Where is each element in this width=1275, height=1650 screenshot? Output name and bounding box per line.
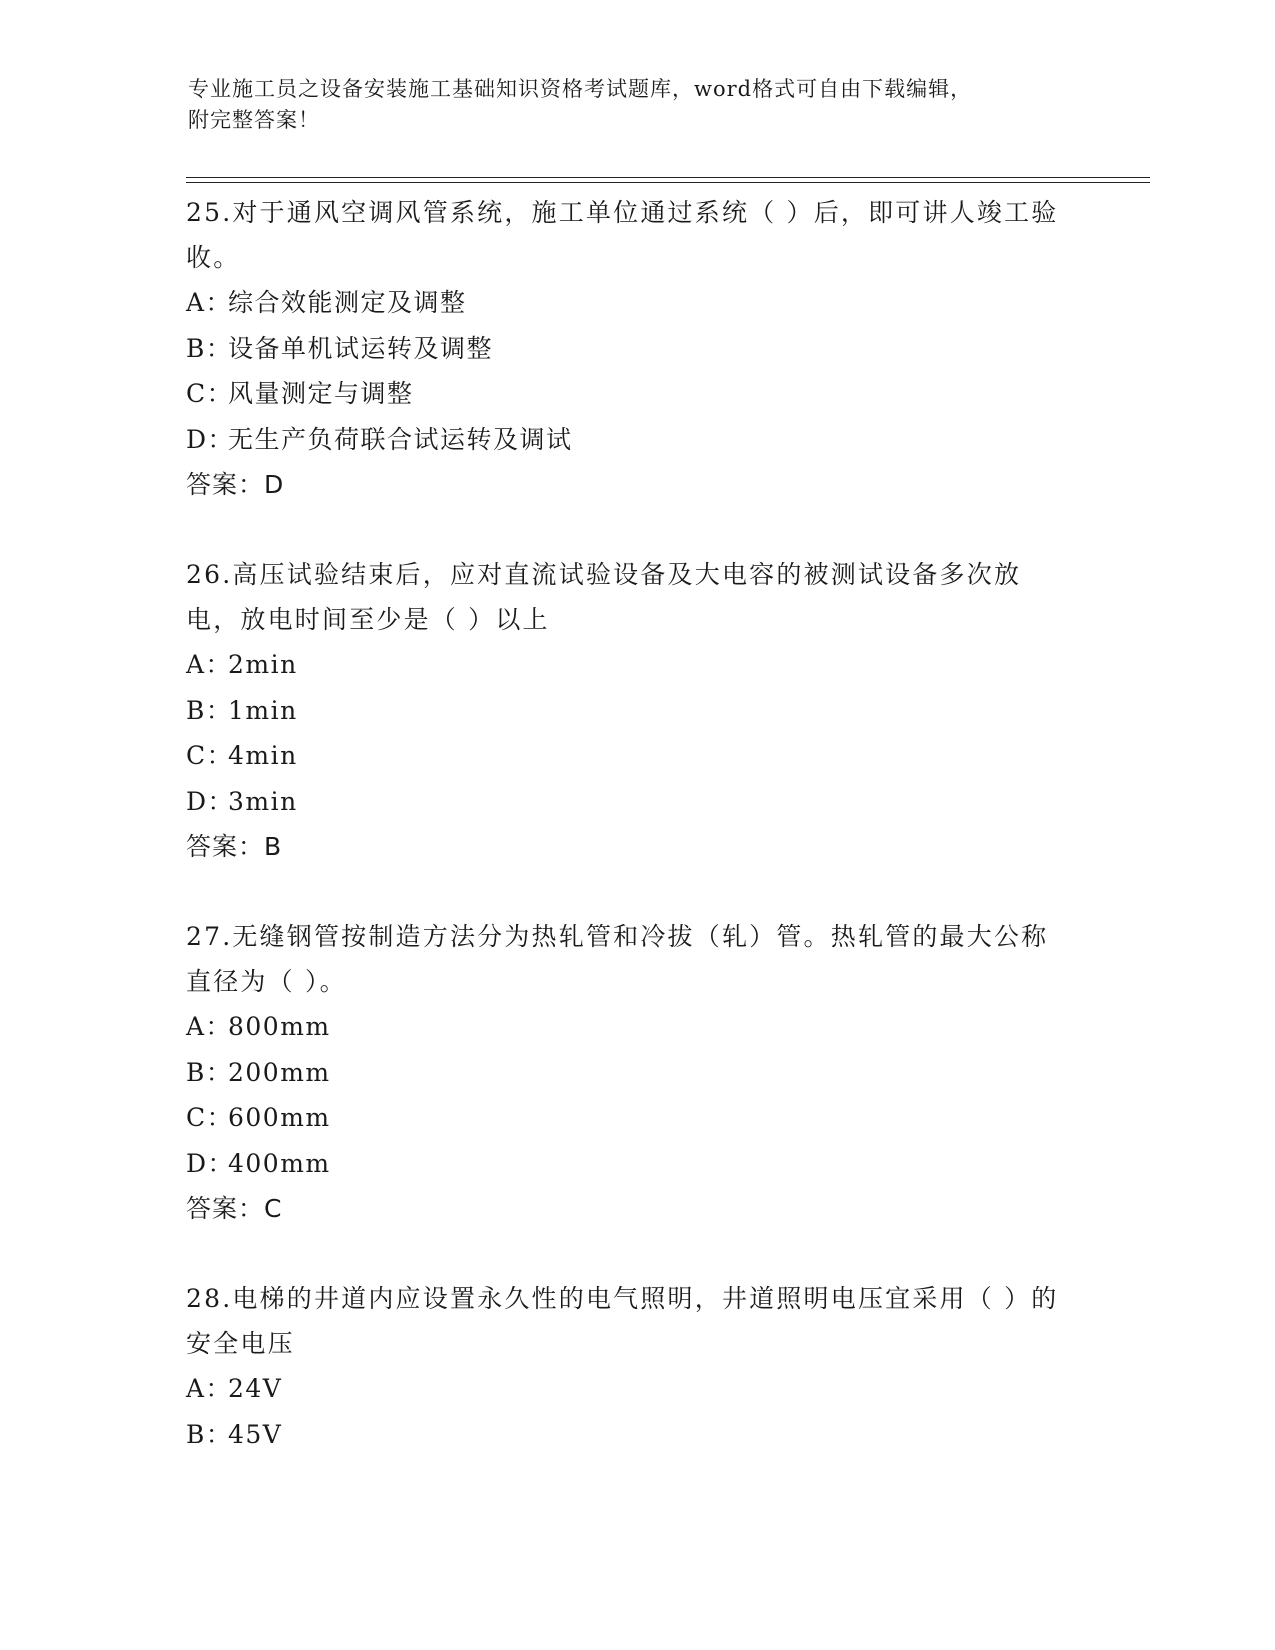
option-text: 800mm (228, 1012, 331, 1041)
option-key: B： (186, 1057, 233, 1087)
option-key: C： (186, 741, 234, 770)
option-text: 4min (228, 741, 298, 770)
question-28 (186, 1276, 1086, 1457)
option-c (186, 733, 1086, 779)
option-key: B： (186, 1419, 233, 1449)
question-27 (186, 914, 1086, 1232)
option-text: 600mm (228, 1103, 331, 1132)
option-c (186, 371, 1086, 417)
option-key: B： (186, 695, 233, 725)
option-key: A： (186, 1012, 233, 1041)
header-line-1: 专业施工员之设备安装施工基础知识资格考试题库，word格式可自由下载编辑， (188, 77, 973, 101)
question-stem: 27.无缝钢管按制造方法分为热轧管和冷拔（轧）管。热轧管的最大公称直径为（ ）。 (186, 922, 1049, 996)
document-header (188, 74, 1068, 136)
question-25 (186, 190, 1086, 508)
question-stem: 26.高压试验结束后，应对直流试验设备及大电容的被测试设备多次放电，放电时间至少是（ ）以上 (186, 560, 1022, 634)
answer-line: 答案：D (186, 470, 285, 499)
option-text: 1min (228, 695, 298, 725)
option-key: C： (186, 1103, 234, 1132)
option-text: 设备单机试运转及调整 (228, 333, 494, 363)
option-d (186, 1141, 1086, 1187)
option-a (186, 280, 1086, 326)
option-b (186, 688, 1086, 734)
option-key: D： (186, 786, 235, 816)
answer-line: 答案：B (186, 832, 283, 861)
option-d (186, 779, 1086, 825)
option-text: 2min (228, 650, 298, 679)
option-text: 24V (228, 1374, 283, 1403)
option-b (186, 326, 1086, 372)
option-key: A： (186, 288, 233, 317)
option-key: A： (186, 1374, 233, 1403)
option-text: 3min (228, 786, 298, 816)
option-text: 45V (228, 1419, 283, 1449)
answer-line: 答案：C (186, 1194, 283, 1223)
option-d (186, 417, 1086, 463)
option-text: 400mm (228, 1148, 331, 1178)
question-stem: 25.对于通风空调风管系统，施工单位通过系统（ ）后，即可讲人竣工验收。 (186, 198, 1059, 272)
option-b (186, 1412, 1086, 1458)
option-a (186, 642, 1086, 688)
option-text: 综合效能测定及调整 (228, 288, 467, 317)
question-stem: 28.电梯的井道内应设置永久性的电气照明，井道照明电压宜采用（ ）的安全电压 (186, 1284, 1059, 1358)
option-key: B： (186, 333, 233, 363)
option-key: D： (186, 424, 235, 454)
option-b (186, 1050, 1086, 1096)
header-line-2: 附完整答案！ (188, 108, 320, 132)
option-key: A： (186, 650, 233, 679)
header-divider-bottom (186, 182, 1150, 183)
question-list (186, 190, 1086, 1501)
option-a (186, 1366, 1086, 1412)
option-key: C： (186, 379, 234, 408)
question-26 (186, 552, 1086, 870)
option-a (186, 1004, 1086, 1050)
header-divider-top (186, 177, 1150, 178)
option-text: 风量测定与调整 (228, 379, 414, 408)
option-key: D： (186, 1148, 235, 1178)
option-text: 200mm (228, 1057, 331, 1087)
option-text: 无生产负荷联合试运转及调试 (228, 424, 573, 454)
option-c (186, 1095, 1086, 1141)
